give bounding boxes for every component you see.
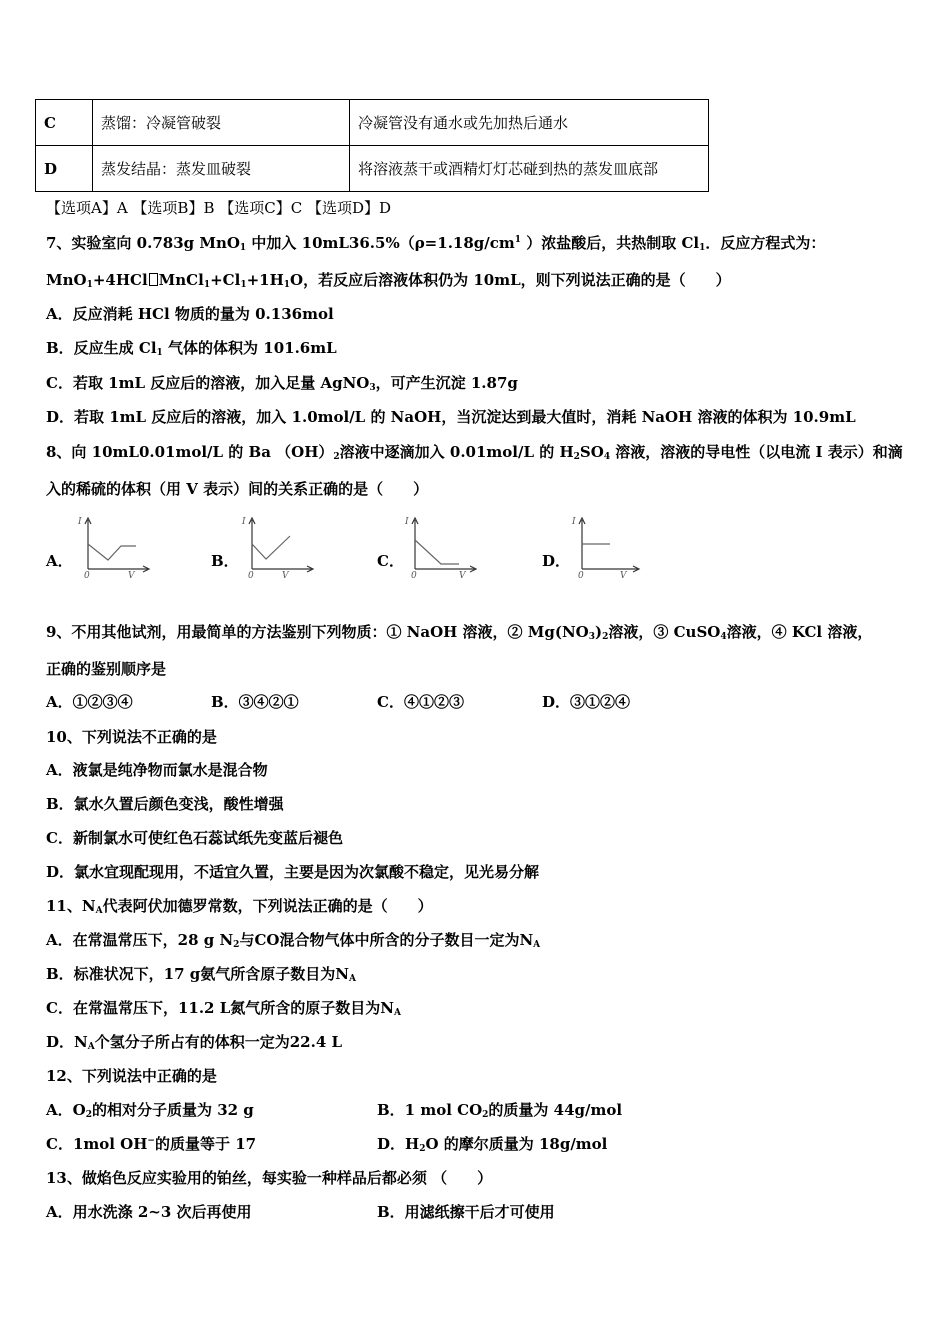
question-7-option-c: C．若取 1mL 反应后的溶液，加入足量 AgNO$_3$，可产生沉淀 1.87g xyxy=(46,374,518,393)
graph-b-axis-y-label: I xyxy=(242,517,246,527)
graph-c-axis-x-label: V xyxy=(459,571,466,580)
question-7-stem: 7、实验室向 0.783g MnO$_1$ 中加入 $10mL36.5\%(\rho=1.18g/cm^1$ ）浓盐酸后，共热制取 $Cl_1$．反应方程式为： xyxy=(46,234,826,253)
graph-b-origin-label: 0 xyxy=(248,571,254,580)
graph-a-axis-y-label: I xyxy=(78,517,82,527)
question-12-option-b: B．1 mol $CO_2$的质量为 44g/mol xyxy=(377,1101,623,1120)
question-8-stem-line1: 8、向 10mL0.01mol/L 的 Ba $(OH)_2$溶液中逐滴加入 0.01mol/L 的 $H_2SO_4$ 溶液，溶液的导电性（以电流 I 表示）和滴 xyxy=(46,443,903,462)
question-11-option-c: C．在常温常压下，11.2 L氮气所含的原子数目为$N_A$ xyxy=(46,999,401,1018)
question-9-stem-line1: 9、不用其他试剂，用最简单的方法鉴别下列物质：① NaOH 溶液，② $Mg(NO_3)_2$溶液，③ CuSO$_4$溶液，④ KCl 溶液， xyxy=(46,623,873,642)
table-cell-operation: 蒸馏：冷凝管破裂 xyxy=(93,100,350,146)
question-9-stem-line2: 正确的鉴别顺序是 xyxy=(46,660,167,678)
graph-a-axis-x-label: V xyxy=(128,571,135,580)
graph-b xyxy=(240,514,320,580)
graph-option-b-label: B． xyxy=(211,552,239,570)
graph-d-origin-label: 0 xyxy=(578,571,584,580)
table-cell-operation: 蒸发结晶：蒸发皿破裂 xyxy=(93,146,350,192)
question-13-option-b: B．用滤纸擦干后才可使用 xyxy=(377,1203,555,1221)
question-11-option-a: A．在常温常压下，28 g $N_2$与CO混合物气体中所含的分子数目一定为$N_A$ xyxy=(46,931,541,950)
question-10-stem: 10、下列说法不正确的是 xyxy=(46,728,217,746)
question-8-stem-line2: 入的稀硫的体积（用 V 表示）间的关系正确的是（ ） xyxy=(46,480,429,498)
table-row xyxy=(36,100,709,146)
question-13-option-a: A．用水洗涤 2~3 次后再使用 xyxy=(46,1203,252,1221)
graph-c xyxy=(403,514,483,580)
previous-answer-options: 【选项A】A 【选项B】B 【选项C】C 【选项D】D xyxy=(46,199,392,217)
question-10-option-a: A．液氯是纯净物而氯水是混合物 xyxy=(46,761,268,779)
question-11-stem: 11、$N_A$代表阿伏加德罗常数，下列说法正确的是（ ） xyxy=(46,897,433,916)
table-row xyxy=(36,146,709,192)
graph-c-axis-y-label: I xyxy=(405,517,409,527)
missing-glyph-box xyxy=(149,273,158,286)
table-cell-reason: 冷凝管没有通水或先加热后通水 xyxy=(350,100,709,146)
graph-a xyxy=(76,514,156,580)
table-cell-letter: D xyxy=(36,146,93,192)
graph-d-axis-x-label: V xyxy=(620,571,627,580)
question-11-option-d: D．$N_A$个氢分子所占有的体积一定为22.4 L xyxy=(46,1033,343,1052)
question-12-stem: 12、下列说法中正确的是 xyxy=(46,1067,217,1085)
question-9-option-a: A．①②③④ xyxy=(46,693,133,711)
question-9-option-c: C．④①②③ xyxy=(377,693,464,711)
graph-c-origin-label: 0 xyxy=(411,571,417,580)
question-12-option-d: D．$H_2O$ 的摩尔质量为 18g/mol xyxy=(377,1135,608,1154)
graph-option-c-label: C． xyxy=(377,552,404,570)
graph-d xyxy=(570,514,650,580)
table-cell-letter: C xyxy=(36,100,93,146)
table-cell-reason: 将溶液蒸干或酒精灯灯芯碰到热的蒸发皿底部 xyxy=(350,146,709,192)
question-9-option-d: D．③①②④ xyxy=(542,693,631,711)
question-7-equation: MnO$_1$+4HCl $MnCl_1+Cl_1+1H_1O$，若反应后溶液体积仍为 10mL，则下列说法正确的是（ ） xyxy=(46,271,731,290)
question-10-option-c: C．新制氯水可使红色石蕊试纸先变蓝后褪色 xyxy=(46,829,343,847)
question-12-option-c: C．1mol OH−的质量等于 17 xyxy=(46,1135,257,1153)
graph-a-curve xyxy=(88,544,136,560)
question-7-option-d: D．若取 1mL 反应后的溶液，加入 1.0mol/L 的 NaOH，当沉淀达到最大值时，消耗 NaOH 溶液的体积为 10.9mL xyxy=(46,408,856,426)
question-12-option-a: A．$O_2$的相对分子质量为 32 g xyxy=(46,1101,254,1120)
graph-a-origin-label: 0 xyxy=(84,571,90,580)
graph-option-a-label: A． xyxy=(46,552,73,570)
question-11-option-b: B．标准状况下，17 g氨气所含原子数目为$N_A$ xyxy=(46,965,356,984)
question-7-option-a: A．反应消耗 HCl 物质的量为 0.136mol xyxy=(46,305,334,323)
question-7-option-b: B．反应生成 $Cl_1$ 气体的体积为 101.6mL xyxy=(46,339,337,358)
question-13-stem: 13、做焰色反应实验用的铂丝，每实验一种样品后都必须 （ ） xyxy=(46,1169,493,1187)
graph-b-axis-x-label: V xyxy=(282,571,289,580)
question-10-option-b: B．氯水久置后颜色变浅，酸性增强 xyxy=(46,795,284,813)
graph-d-axis-y-label: I xyxy=(572,517,576,527)
options-table xyxy=(35,99,709,192)
question-10-option-d: D．氯水宜现配现用，不适宜久置，主要是因为次氯酸不稳定，见光易分解 xyxy=(46,863,540,881)
graph-b-curve xyxy=(252,536,290,559)
graph-c-curve xyxy=(415,540,459,564)
graph-option-d-label: D． xyxy=(542,552,571,570)
question-9-option-b: B．③④②① xyxy=(211,693,299,711)
